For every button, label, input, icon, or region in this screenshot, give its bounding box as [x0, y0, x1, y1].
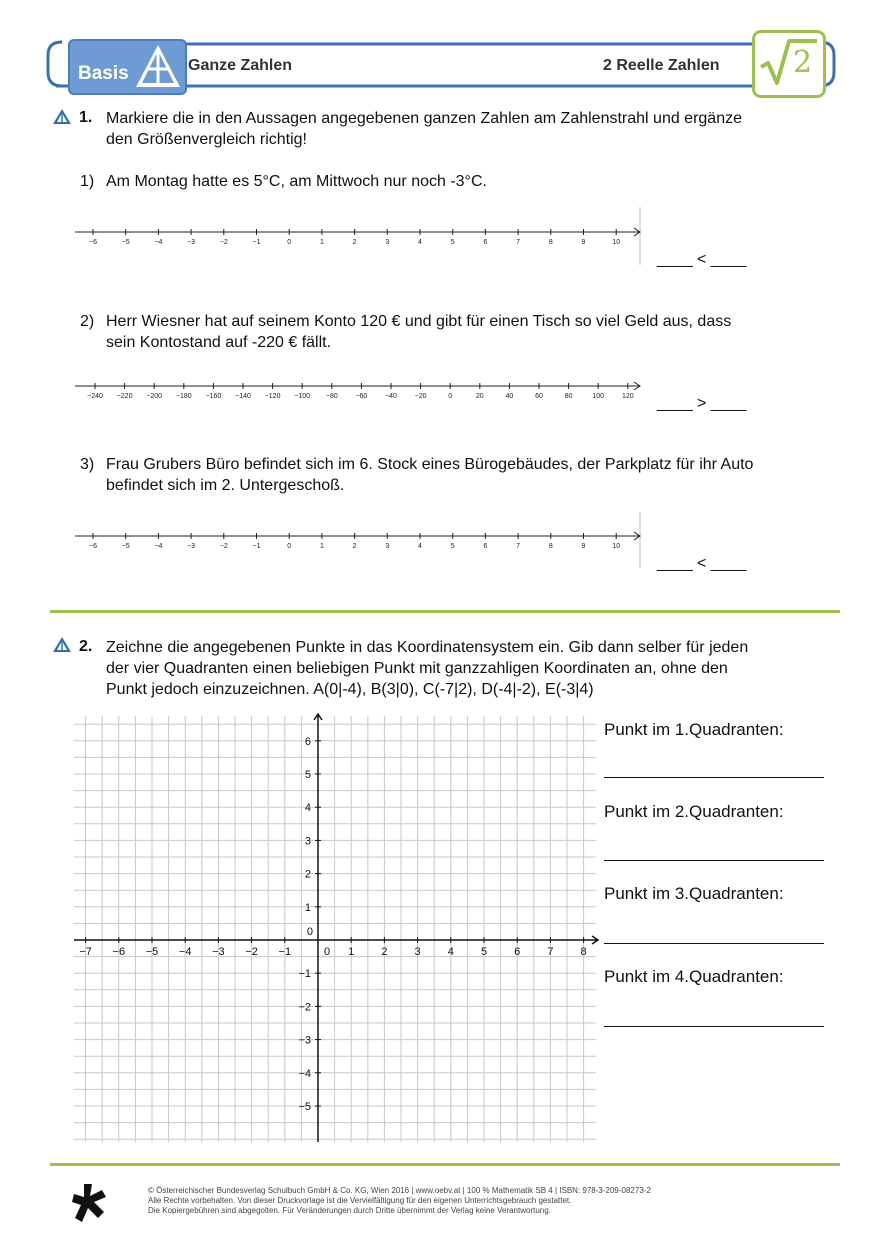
number-line-2-tick-label: −20 — [414, 393, 427, 400]
chapter-title: 2 Reelle Zahlen — [603, 57, 720, 74]
number-line-3-tick-label: 7 — [516, 543, 521, 550]
y-axis-tick-label: −5 — [298, 1101, 311, 1113]
number-line-1-tick-label: 8 — [548, 239, 553, 246]
quadrant2-label: Punkt im 2.Quadranten: — [604, 802, 784, 821]
quadrant1-answer-line[interactable] — [604, 777, 824, 778]
footer-divider — [50, 1163, 840, 1166]
item2-compare[interactable]: ____ > ____ — [657, 395, 747, 412]
number-line-3-tick-label: 1 — [319, 543, 324, 550]
number-line-2-tick-label: 20 — [475, 393, 484, 400]
pyramid-icon — [134, 43, 182, 89]
x-axis-tick-label: −7 — [79, 946, 92, 958]
x-axis-tick-label: 7 — [547, 946, 554, 958]
number-line-2-tick-label: −60 — [355, 393, 368, 400]
number-line-1-tick-label: 7 — [516, 239, 521, 246]
item3-text-line1: Frau Grubers Büro befindet sich im 6. Stock eines Bürogebäudes, der Parkplatz für ihr Auto — [106, 456, 754, 473]
x-axis-tick-label: −5 — [145, 946, 159, 958]
origin-label: 0 — [324, 946, 331, 958]
number-line-1-tick-label: 9 — [581, 239, 586, 246]
number-line-2-tick-label: 40 — [505, 393, 514, 400]
number-line-2-tick-label: −240 — [87, 393, 103, 400]
x-axis-tick-label: 5 — [480, 946, 488, 958]
footer-line2: Alle Rechte vorbehalten. Von dieser Druckvorlage ist die Vervielfältigung für den eigenen Unterrichtsgebrauch gestattet. — [148, 1196, 572, 1205]
number-line-1-tick-label: 4 — [418, 239, 422, 246]
number-line-1-tick-label: 10 — [612, 239, 621, 246]
basis-badge — [68, 39, 187, 95]
y-axis-tick-label: 5 — [304, 769, 311, 781]
number-line-2-tick-label: −180 — [175, 393, 192, 400]
number-line-2-tick-label: −220 — [116, 393, 133, 400]
y-axis-tick-label: −4 — [298, 1067, 311, 1080]
task1-text-line1: Markiere die in den Aussagen angegebenen ganzen Zahlen am Zahlenstrahl und ergänze — [106, 110, 742, 127]
number-line-2-tick-label: −100 — [294, 393, 311, 400]
number-line-1-tick-label: 3 — [385, 239, 390, 246]
item1-text: Am Montag hatte es 5°C, am Mittwoch nur noch -3°C. — [106, 173, 487, 190]
item1-label: 1) — [80, 173, 95, 190]
item2-label: 2) — [80, 313, 95, 330]
number-line-2-tick-label: 60 — [535, 393, 543, 400]
number-line-1-tick-label: 0 — [287, 239, 292, 246]
origin-label-y: 0 — [306, 926, 313, 938]
x-axis-tick-label: −3 — [212, 946, 225, 958]
number-line-1-tick-label: −2 — [219, 239, 228, 246]
number-line-3-tick-label: −5 — [121, 543, 130, 550]
number-line-2-tick-label: 100 — [592, 393, 605, 400]
sqrt-logo — [752, 30, 826, 98]
y-axis-tick-label: −1 — [298, 968, 311, 981]
item2-text-line1: Herr Wiesner hat auf seinem Konto 120 € und gibt für einen Tisch so viel Geld aus, dass — [106, 313, 732, 330]
x-axis-tick-label: −4 — [178, 946, 192, 958]
number-line-2-tick-label: −120 — [264, 393, 281, 400]
number-line-3-tick-label: −4 — [154, 543, 163, 550]
item2-text-line2: sein Kontostand auf -220 € fällt. — [106, 334, 332, 351]
number-line-3-tick-label: −3 — [187, 543, 196, 550]
number-line-3-tick-label: −6 — [89, 543, 97, 550]
y-axis-tick-label: 3 — [304, 835, 311, 848]
number-line-2-tick-label: −40 — [385, 393, 397, 400]
coordinate-system[interactable] — [70, 712, 600, 1146]
number-line-3-tick-label: −2 — [219, 543, 228, 550]
task1-number: 1. — [79, 109, 93, 126]
section-divider — [50, 610, 840, 613]
task2-text-line2: der vier Quadranten einen beliebigen Punkt mit ganzzahligen Koordinaten an, ohne den — [106, 660, 728, 677]
footer-line3: Die Kopiergebühren sind abgegolten. Für Veränderungen durch Dritte übernimmt der Verlag keine Verantwortung. — [148, 1206, 551, 1215]
number-line-3-tick-label: 2 — [352, 543, 357, 550]
number-line-3-tick-label: 4 — [418, 543, 422, 550]
number-line-2-tick-label: 0 — [448, 393, 453, 400]
task2-number: 2. — [79, 638, 93, 655]
item3-text-line2: befindet sich im 2. Untergeschoß. — [106, 477, 345, 494]
number-line-2-tick-label: −160 — [205, 393, 222, 400]
number-line-1-tick-label: 5 — [450, 239, 455, 246]
basis-badge-label: Basis — [78, 63, 129, 84]
number-line-2-tick-label: 80 — [564, 393, 573, 400]
y-axis-tick-label: 6 — [304, 735, 311, 748]
x-axis-tick-label: 1 — [348, 946, 355, 958]
number-line-1-tick-label: −1 — [252, 239, 261, 246]
quadrant2-answer-line[interactable] — [604, 860, 824, 861]
task1-text-line2: den Größenvergleich richtig! — [106, 131, 307, 148]
number-line-3-tick-label: 3 — [385, 543, 390, 550]
sqrt-icon — [755, 33, 823, 95]
x-axis-tick-label: −1 — [278, 946, 292, 958]
x-axis-tick-label: −6 — [112, 946, 126, 958]
item1-compare[interactable]: ____ < ____ — [657, 251, 747, 268]
number-line-3 — [60, 510, 660, 580]
task2-text-line1: Zeichne die angegebenen Punkte in das Koordinatensystem ein. Gib dann selber für jeden — [106, 639, 749, 656]
x-axis-tick-label: 6 — [514, 946, 521, 958]
number-line-1-tick-label: −5 — [121, 239, 130, 246]
oebv-logo-icon — [70, 1182, 110, 1224]
pyramid-small-icon — [52, 108, 74, 126]
number-line-1 — [60, 205, 660, 275]
number-line-1-tick-label: −6 — [89, 239, 97, 246]
x-axis-tick-label: 4 — [447, 946, 454, 958]
number-line-2-tick-label: −80 — [325, 393, 338, 400]
y-axis-tick-label: 4 — [304, 802, 311, 815]
number-line-2-tick-label: −200 — [146, 393, 163, 400]
task2-text-line3: Punkt jedoch einzuzeichnen. A(0|-4), B(3|0), C(-7|2), D(-4|-2), E(-3|4) — [106, 681, 594, 698]
number-line-1-tick-label: −3 — [187, 239, 196, 246]
number-line-3-tick-label: −1 — [252, 543, 261, 550]
number-line-3-tick-label: 10 — [612, 543, 621, 550]
number-line-1-tick-label: 2 — [352, 239, 357, 246]
y-axis-tick-label: 2 — [304, 868, 311, 881]
number-line-3-tick-label: 0 — [287, 543, 292, 550]
y-axis-tick-label: −2 — [298, 1001, 311, 1014]
number-line-3-tick-label: 6 — [483, 543, 488, 550]
y-axis-tick-label: −3 — [298, 1034, 311, 1047]
x-axis-tick-label: 3 — [414, 946, 421, 958]
sqrt-logo-digit: 2 — [793, 45, 813, 80]
number-line-1-tick-label: 6 — [483, 239, 488, 246]
x-axis-tick-label: 2 — [381, 946, 388, 958]
pyramid-small-icon — [52, 636, 74, 654]
quadrant1-label: Punkt im 1.Quadranten: — [604, 720, 784, 739]
quadrant3-label: Punkt im 3.Quadranten: — [604, 884, 784, 903]
footer-line1: © Österreichischer Bundesverlag Schulbuch GmbH & Co. KG, Wien 2016 | www.oebv.at | 100 % Mathematik SB 4 | ISBN: 978-3-209-08273-2 — [148, 1186, 651, 1195]
item3-label: 3) — [80, 456, 95, 473]
quadrant3-answer-line[interactable] — [604, 943, 824, 944]
x-axis-tick-label: −2 — [245, 946, 258, 958]
number-line-1-tick-label: 1 — [319, 239, 324, 246]
number-line-3-tick-label: 8 — [548, 543, 553, 550]
x-axis-tick-label: 8 — [580, 946, 587, 958]
number-line-3-tick-label: 9 — [581, 543, 586, 550]
number-line-2-tick-label: −140 — [235, 393, 251, 400]
number-line-3-tick-label: 5 — [450, 543, 455, 550]
number-line-1-tick-label: −4 — [154, 239, 163, 246]
item3-compare[interactable]: ____ < ____ — [657, 555, 747, 572]
quadrant4-answer-line[interactable] — [604, 1026, 824, 1027]
number-line-2 — [60, 360, 660, 410]
page-title: Ganze Zahlen — [188, 57, 293, 74]
quadrant4-label: Punkt im 4.Quadranten: — [604, 967, 784, 986]
y-axis-tick-label: 1 — [304, 901, 311, 914]
number-line-2-tick-label: 120 — [621, 393, 634, 400]
